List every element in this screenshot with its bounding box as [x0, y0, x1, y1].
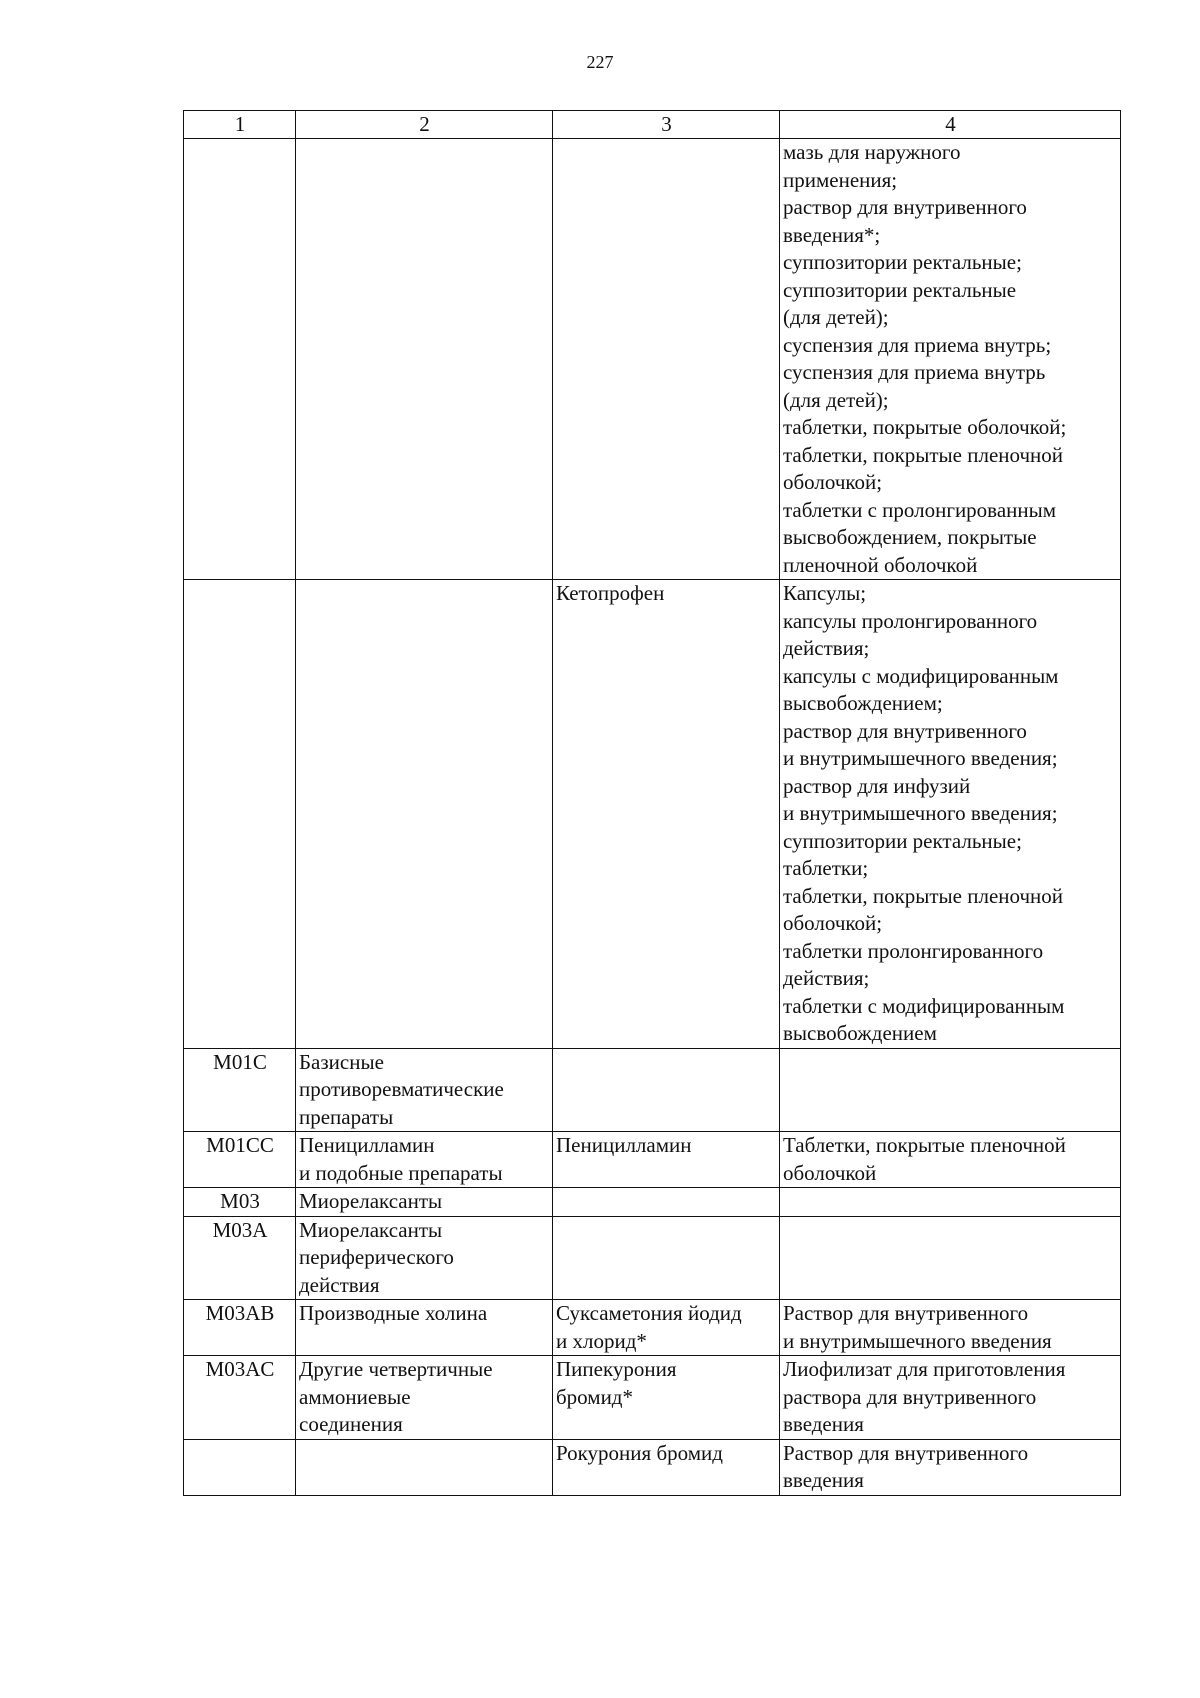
cell-text-line: Суксаметония йодид — [556, 1301, 742, 1325]
cell-text-line: Пипекурония — [556, 1357, 677, 1381]
atc-code-cell: M03A — [184, 1216, 296, 1300]
cell-text-line: высвобождением; — [783, 691, 943, 715]
cell-text-line: высвобождением, покрытые — [783, 525, 1037, 549]
cell-text-line: раствор для внутривенного — [783, 195, 1027, 219]
drug-name-cell — [553, 1356, 780, 1440]
group-name-cell — [296, 1356, 553, 1440]
cell-text-line: высвобождением — [783, 1021, 937, 1045]
cell-text-line: Производные холина — [299, 1301, 488, 1325]
cell-text-line: таблетки, покрытые оболочкой; — [783, 415, 1067, 439]
cell-text-line: Миорелаксанты — [299, 1189, 443, 1213]
table-row — [184, 1216, 1121, 1300]
cell-text-line: Пеницилламин — [299, 1133, 435, 1157]
cell-text-line: капсулы с модифицированным — [783, 663, 1059, 688]
cell-text-line: (для детей); — [783, 305, 889, 329]
dosage-forms-cell — [780, 1300, 1121, 1356]
cell-text-line: суппозитории ректальные; — [783, 828, 1022, 853]
table-header-row — [184, 111, 1121, 139]
table-body — [184, 139, 1121, 1496]
atc-code-cell: M01CC — [184, 1132, 296, 1188]
cell-text-line: Другие четвертичные — [299, 1357, 493, 1381]
column-header-code: 1 — [184, 111, 296, 139]
column-header-group: 2 — [296, 111, 553, 139]
cell-text-line: раствор для внутривенного — [783, 718, 1027, 743]
dosage-forms-cell — [780, 139, 1121, 580]
group-name-cell — [296, 139, 553, 580]
cell-text-line: суспензия для приема внутрь; — [783, 332, 1052, 357]
cell-text-line: Раствор для внутривенного — [783, 1301, 1029, 1325]
cell-text-line: суппозитории ректальные — [783, 277, 1017, 302]
cell-text-line: введения*; — [783, 222, 881, 247]
group-name-cell — [296, 1300, 553, 1356]
cell-text-line: таблетки пролонгированного — [783, 938, 1044, 963]
cell-text-line: Базисные — [299, 1049, 384, 1074]
cell-text-line: Капсулы; — [783, 581, 867, 605]
table-row — [184, 1300, 1121, 1356]
table-row — [184, 1439, 1121, 1495]
dosage-forms-cell — [780, 580, 1121, 1049]
atc-code-cell — [184, 580, 296, 1049]
group-name-cell — [296, 1188, 553, 1217]
cell-text-line: таблетки, покрытые пленочной — [783, 442, 1064, 467]
cell-text-line: таблетки с модифицированным — [783, 993, 1065, 1018]
cell-text-line: действия — [299, 1272, 380, 1297]
cell-text-line: Пеницилламин — [556, 1133, 692, 1157]
cell-text-line: таблетки, покрытые пленочной — [783, 883, 1064, 908]
atc-code-cell: M01C — [184, 1048, 296, 1132]
cell-text-line: препараты — [299, 1104, 394, 1129]
dosage-forms-cell — [780, 1216, 1121, 1300]
table-row — [184, 1048, 1121, 1132]
cell-text-line: и внутримышечного введения — [783, 1328, 1052, 1353]
drug-name-cell — [553, 1216, 780, 1300]
cell-text-line: капсулы пролонгированного — [783, 608, 1038, 633]
table-row — [184, 580, 1121, 1049]
column-header-drug: 3 — [553, 111, 780, 139]
cell-text-line: пленочной оболочкой — [783, 552, 978, 577]
dosage-forms-cell — [780, 1356, 1121, 1440]
atc-code-cell — [184, 1439, 296, 1495]
cell-text-line: (для детей); — [783, 387, 889, 412]
cell-text-line: введения — [783, 1412, 864, 1436]
drug-name-cell — [553, 580, 780, 1049]
dosage-forms-cell — [780, 1132, 1121, 1188]
atc-code-cell: M03AC — [184, 1356, 296, 1440]
cell-text-line: применения; — [783, 167, 898, 192]
drug-name-cell — [553, 139, 780, 580]
cell-text-line: Рокурония бромид — [556, 1440, 723, 1465]
table-row — [184, 1356, 1121, 1440]
cell-text-line: бромид* — [556, 1384, 633, 1409]
cell-text-line: оболочкой; — [783, 911, 883, 935]
cell-text-line: действия; — [783, 966, 870, 990]
cell-text-line: противоревматические — [299, 1077, 504, 1101]
page-number: 227 — [586, 52, 614, 72]
cell-text-line: и подобные препараты — [299, 1160, 503, 1185]
cell-text-line: и внутримышечного введения; — [783, 801, 1058, 825]
column-header-forms: 4 — [780, 111, 1121, 139]
drug-name-cell — [553, 1439, 780, 1495]
cell-text-line: аммониевые — [299, 1384, 411, 1409]
cell-text-line: и внутримышечного введения; — [783, 746, 1058, 770]
group-name-cell — [296, 580, 553, 1049]
cell-text-line: действия; — [783, 636, 870, 660]
table-row — [184, 1132, 1121, 1188]
group-name-cell — [296, 1439, 553, 1495]
cell-text-line: таблетки с пролонгированным — [783, 497, 1057, 522]
drug-name-cell — [553, 1048, 780, 1132]
drug-table — [183, 110, 1121, 1496]
cell-text-line: введения — [783, 1468, 864, 1492]
table-row — [184, 139, 1121, 580]
dosage-forms-cell — [780, 1439, 1121, 1495]
cell-text-line: и хлорид* — [556, 1328, 647, 1353]
atc-code-cell: M03 — [184, 1188, 296, 1217]
group-name-cell — [296, 1048, 553, 1132]
cell-text-line: Таблетки, покрытые пленочной — [783, 1133, 1066, 1157]
table-row — [184, 1188, 1121, 1217]
cell-text-line: таблетки; — [783, 856, 869, 880]
group-name-cell — [296, 1216, 553, 1300]
cell-text-line: периферического — [299, 1245, 454, 1269]
cell-text-line: мазь для наружного — [783, 140, 961, 164]
cell-text-line: оболочкой — [783, 1160, 877, 1185]
dosage-forms-cell — [780, 1188, 1121, 1217]
cell-text-line: Миорелаксанты — [299, 1217, 443, 1242]
cell-text-line: раствор для инфузий — [783, 773, 971, 798]
cell-text-line: Раствор для внутривенного — [783, 1440, 1029, 1465]
drug-name-cell — [553, 1132, 780, 1188]
cell-text-line: оболочкой; — [783, 470, 883, 494]
cell-text-line: Кетопрофен — [556, 581, 665, 605]
atc-code-cell — [184, 139, 296, 580]
dosage-forms-cell — [780, 1048, 1121, 1132]
cell-text-line: суспензия для приема внутрь — [783, 360, 1046, 384]
drug-name-cell — [553, 1300, 780, 1356]
drug-name-cell — [553, 1188, 780, 1217]
cell-text-line: Лиофилизат для приготовления — [783, 1357, 1066, 1381]
cell-text-line: раствора для внутривенного — [783, 1384, 1037, 1409]
cell-text-line: соединения — [299, 1412, 403, 1436]
cell-text-line: суппозитории ректальные; — [783, 250, 1022, 274]
group-name-cell — [296, 1132, 553, 1188]
atc-code-cell: M03AB — [184, 1300, 296, 1356]
